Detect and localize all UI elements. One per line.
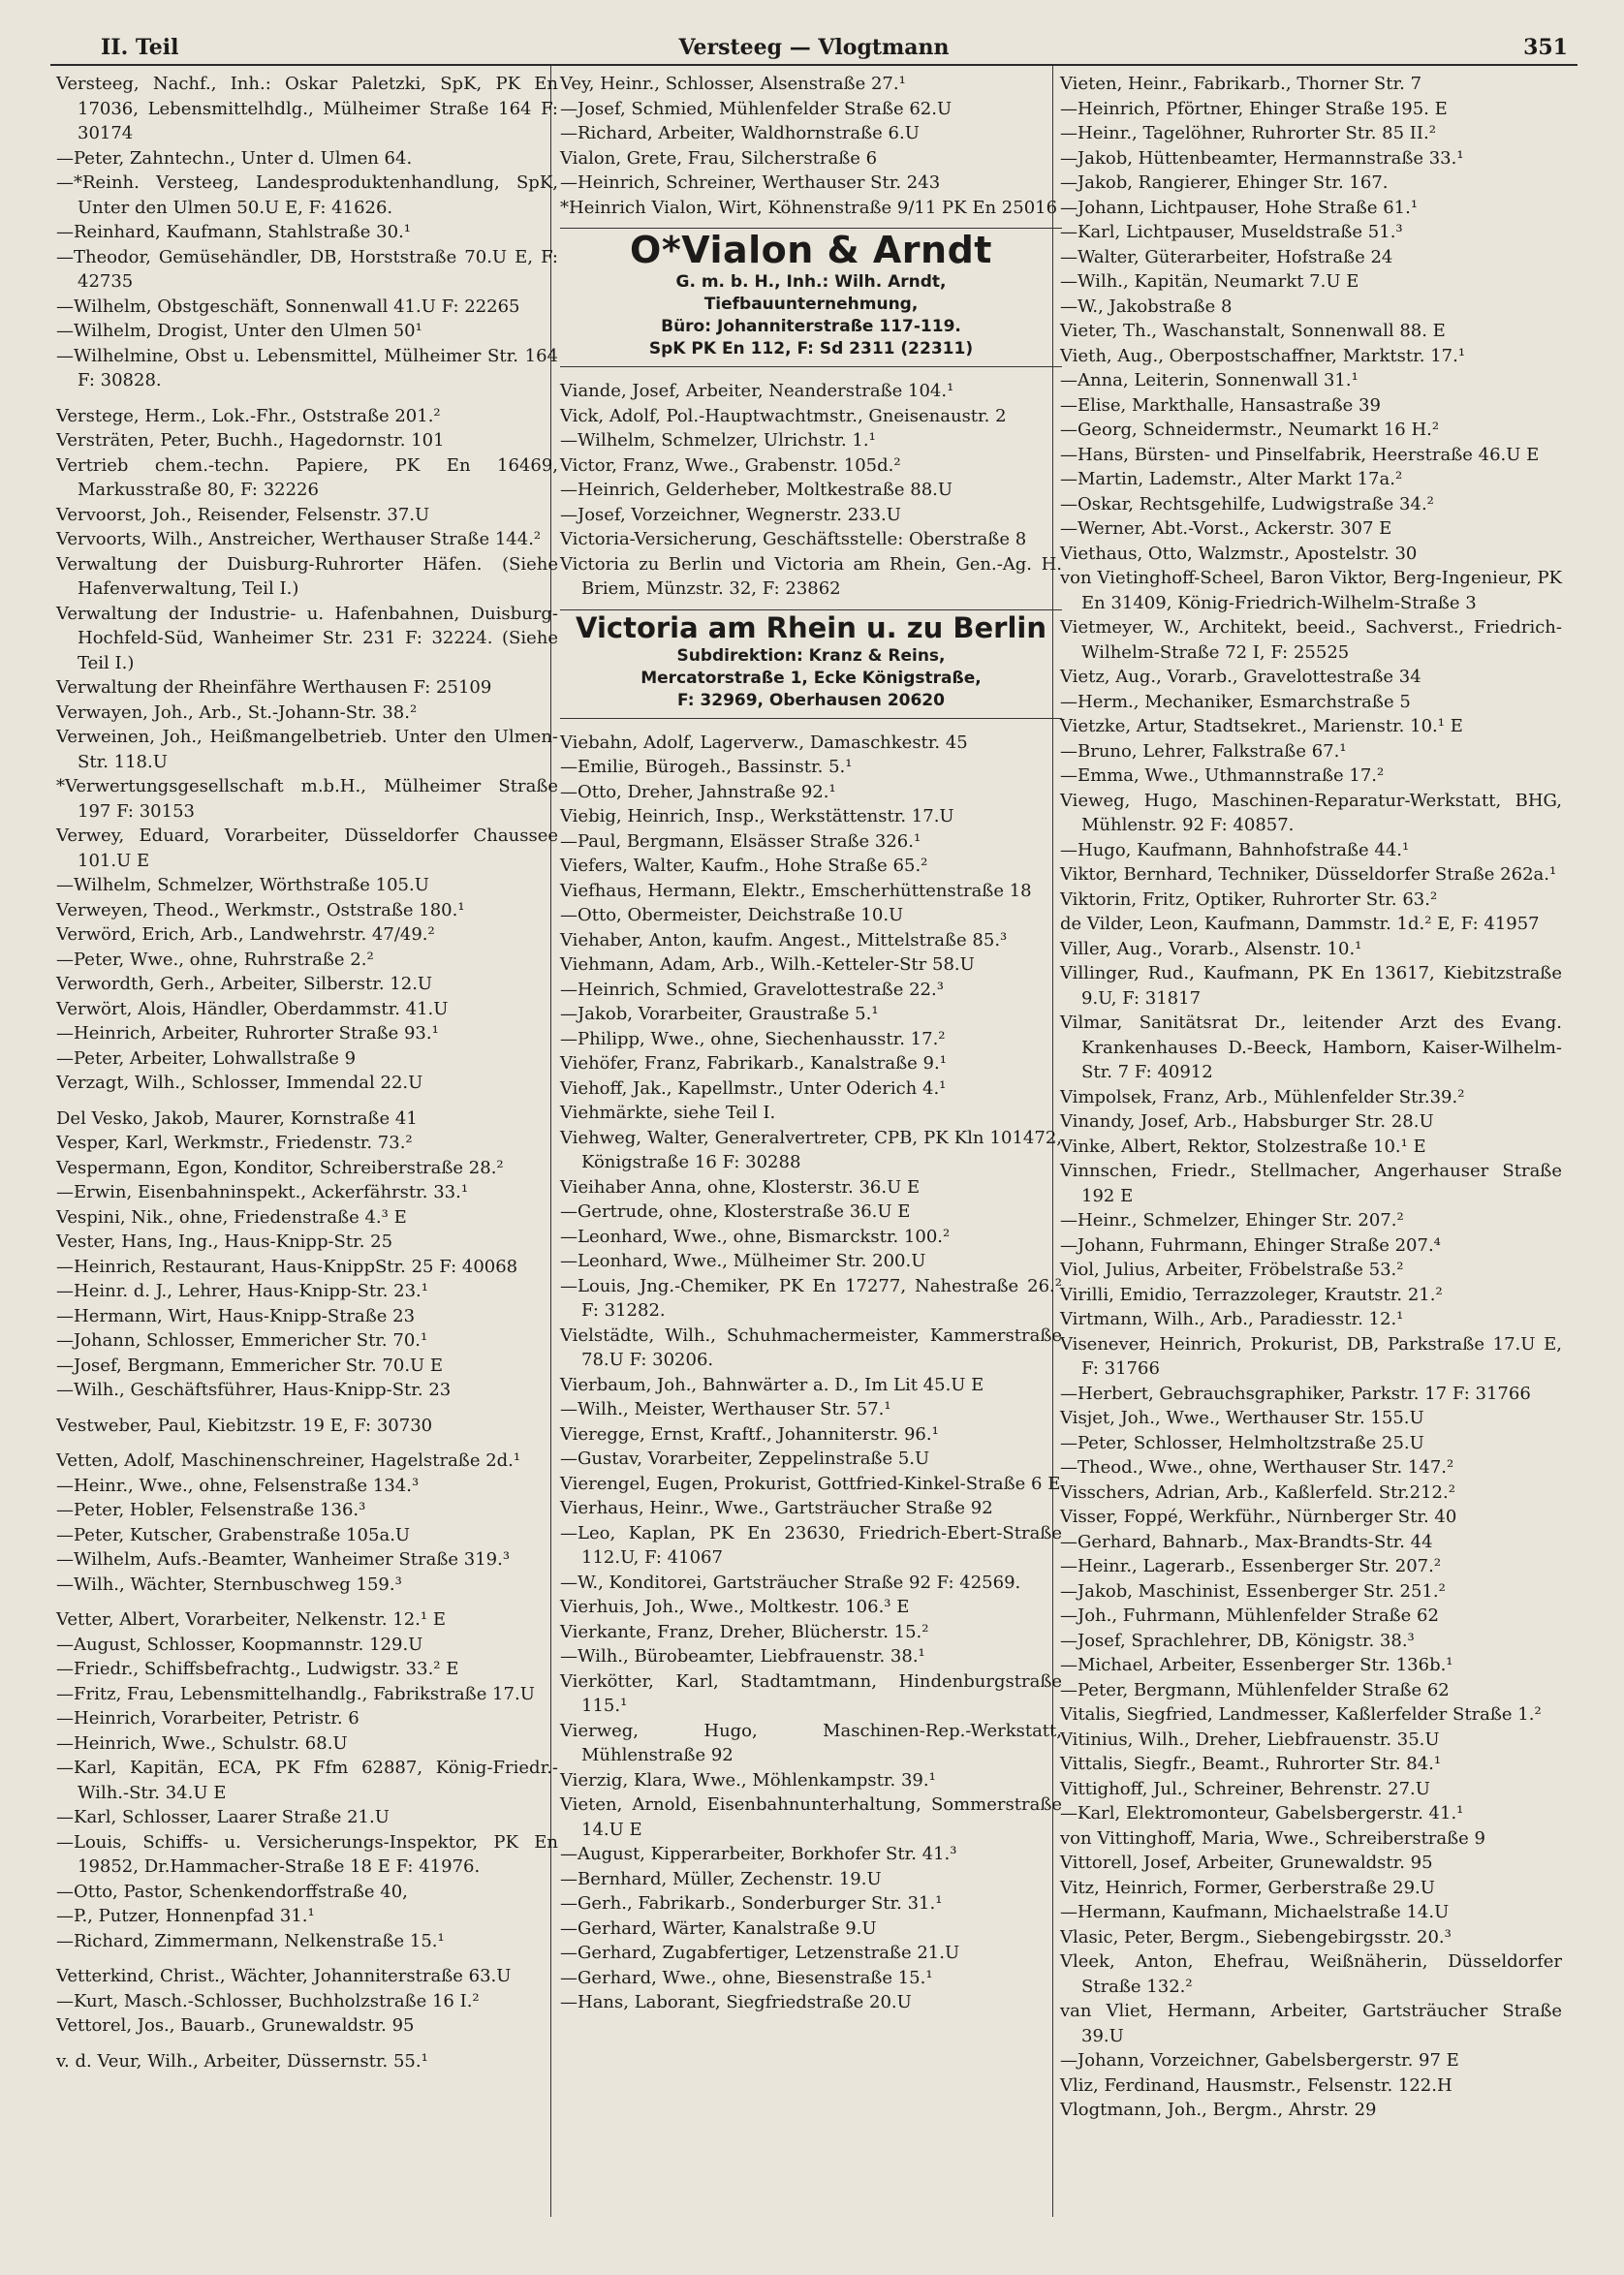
directory-entry: —Wilhelm, Schmelzer, Ulrichstr. 1.¹ bbox=[560, 430, 876, 451]
directory-entry: Verzagt, Wilh., Schlosser, Immendal 22.U bbox=[56, 1073, 423, 1093]
directory-entry: Verwey, Eduard, Vorarbeiter, Düsseldorfer Chaussee 101.U E bbox=[56, 826, 558, 871]
directory-entry: Vierbaum, Joh., Bahnwärter a. D., Im Lit 45.U E bbox=[560, 1374, 984, 1395]
directory-entry: —Wilh., Meister, Werthauser Str. 57.¹ bbox=[560, 1399, 891, 1419]
directory-entry: —Heinr., Schmelzer, Ehinger Str. 207.² bbox=[1060, 1210, 1404, 1231]
header-rule bbox=[50, 64, 1577, 66]
directory-entry: Victor, Franz, Wwe., Grabenstr. 105d.² bbox=[560, 454, 901, 476]
directory-entry: —Wilh., Bürobeamter, Liebfrauenstr. 38.¹ bbox=[560, 1646, 925, 1667]
directory-entry: —Peter, Zahntechn., Unter d. Ulmen 64. bbox=[56, 147, 413, 169]
directory-entry: Vierkötter, Karl, Stadtamtmann, Hindenburgstraße 115.¹ bbox=[560, 1670, 1062, 1716]
directory-entry: —Erwin, Eisenbahninspekt., Ackerfährstr. 33.¹ bbox=[56, 1182, 469, 1202]
directory-entry: —Peter, Bergmann, Mühlenfelder Straße 62 bbox=[1060, 1679, 1450, 1700]
directory-entry: —Philipp, Wwe., ohne, Siechenhausstr. 17.² bbox=[560, 1028, 946, 1049]
directory-entry: Viol, Julius, Arbeiter, Fröbelstraße 53.² bbox=[1060, 1260, 1404, 1280]
directory-entry: Viefhaus, Hermann, Elektr., Emscherhüttenstraße 18 bbox=[560, 880, 1032, 901]
directory-entry: Vielstädte, Wilh., Schuhmachermeister, Kammerstraße 78.U F: 30206. bbox=[560, 1324, 1062, 1370]
page-header bbox=[50, 29, 1577, 62]
directory-entry: —W., Konditorei, Gartsträucher Straße 92 F: 42569. bbox=[560, 1572, 1021, 1593]
directory-entry: von Vietinghoff-Scheel, Baron Viktor, Berg-Ingenieur, PK En 31409, König-Friedrich-Wilhelm-Straße 3 bbox=[1060, 568, 1562, 613]
ad-line: Büro: Johanniterstraße 117-119. bbox=[661, 317, 961, 336]
directory-entry: —Anna, Leiterin, Sonnenwall 31.¹ bbox=[1060, 370, 1359, 390]
directory-entry: Vieth, Aug., Oberpostschaffner, Marktstr. 17.¹ bbox=[1060, 345, 1466, 366]
directory-entry: —Peter, Arbeiter, Lohwallstraße 9 bbox=[56, 1047, 357, 1069]
directory-entry: Vettorel, Jos., Bauarb., Grunewaldstr. 95 bbox=[56, 2015, 415, 2036]
directory-entry: Vestweber, Paul, Kiebitzstr. 19 E, F: 30730 bbox=[56, 1415, 433, 1436]
directory-entry: —Heinrich, Restaurant, Haus-KnippStr. 25 F: 40068 bbox=[56, 1256, 518, 1277]
directory-entry: Visser, Foppé, Werkführ., Nürnberger Str. 40 bbox=[1060, 1507, 1457, 1527]
directory-entry: —Bruno, Lehrer, Falkstraße 67.¹ bbox=[1060, 740, 1347, 762]
directory-entry: Vervoorst, Joh., Reisender, Felsenstr. 37.U bbox=[56, 504, 430, 525]
directory-entry: Vesper, Karl, Werkmstr., Friedenstr. 73.² bbox=[56, 1133, 413, 1153]
directory-entry: Vieregge, Ernst, Kraftf., Johanniterstr. 96.¹ bbox=[560, 1423, 939, 1445]
directory-entry: Verwaltung der Rheinfähre Werthausen F: 25109 bbox=[56, 677, 492, 698]
directory-entry: —Peter, Kutscher, Grabenstraße 105a.U bbox=[56, 1524, 411, 1545]
directory-entry: Viktorin, Fritz, Optiker, Ruhrorter Str. 63.² bbox=[1060, 888, 1438, 910]
directory-entry: Vey, Heinr., Schlosser, Alsenstraße 27.¹ bbox=[560, 74, 906, 94]
directory-entry: Vittorell, Josef, Arbeiter, Grunewaldstr. 95 bbox=[1060, 1853, 1433, 1873]
column-2 bbox=[560, 72, 1062, 2015]
directory-entry: —Heinrich, Schreiner, Werthauser Str. 243 bbox=[560, 172, 941, 193]
directory-entry: —Otto, Obermeister, Deichstraße 10.U bbox=[560, 905, 904, 925]
directory-entry: —Hans, Bürsten- und Pinselfabrik, Heerstraße 46.U E bbox=[1060, 444, 1540, 465]
directory-entry: —Richard, Zimmermann, Nelkenstraße 15.¹ bbox=[56, 1930, 445, 1951]
directory-entry: Verwaltung der Duisburg-Ruhrorter Häfen. (Siehe Hafenverwaltung, Teil I.) bbox=[56, 553, 558, 599]
directory-entry: Viehöfer, Franz, Fabrikarb., Kanalstraße 9.¹ bbox=[560, 1053, 947, 1074]
directory-entry: Viethaus, Otto, Walzmstr., Apostelstr. 30 bbox=[1060, 543, 1418, 564]
directory-entry: Vimpolsek, Franz, Arb., Mühlenfelder Str.39.² bbox=[1060, 1086, 1465, 1107]
directory-entry: —Georg, Schneidermstr., Neumarkt 16 H.² bbox=[1060, 420, 1440, 440]
directory-entry: Verwayen, Joh., Arb., St.-Johann-Str. 38.² bbox=[56, 701, 418, 723]
directory-entry: —Hermann, Kaufmann, Michaelstraße 14.U bbox=[1060, 1902, 1450, 1922]
directory-entry: Vierzig, Klara, Wwe., Möhlenkampstr. 39.¹ bbox=[560, 1769, 936, 1791]
directory-entry: Viebahn, Adolf, Lagerverw., Damaschkestr. 45 bbox=[560, 732, 968, 753]
directory-entry: —Bernhard, Müller, Zechenstr. 19.U bbox=[560, 1868, 882, 1889]
directory-entry: —Josef, Bergmann, Emmericher Str. 70.U E bbox=[56, 1355, 444, 1376]
directory-entry: —Gustav, Vorarbeiter, Zeppelinstraße 5.U bbox=[560, 1449, 930, 1469]
directory-entry: —Gerhard, Zugabfertiger, Letzenstraße 21.U bbox=[560, 1943, 960, 1963]
directory-entry: Victoria-Versicherung, Geschäftsstelle: Oberstraße 8 bbox=[560, 529, 1027, 549]
directory-entry: —Josef, Vorzeichner, Wegnerstr. 233.U bbox=[560, 504, 901, 525]
directory-entry: Versteeg, Nachf., Inh.: Oskar Paletzki, SpK, PK En 17036, Lebensmittelhdlg., Mülheimer Straße 164 F: 30174 bbox=[56, 74, 558, 143]
directory-entry: —Peter, Schlosser, Helmholtzstraße 25.U bbox=[1060, 1432, 1424, 1453]
directory-entry: Virtmann, Wilh., Arb., Paradiesstr. 12.¹ bbox=[1060, 1309, 1404, 1329]
directory-entry: —Hans, Laborant, Siegfriedstraße 20.U bbox=[560, 1992, 912, 2012]
directory-entry: —Otto, Pastor, Schenkendorffstraße 40, bbox=[56, 1881, 408, 1902]
directory-entry: Villinger, Rud., Kaufmann, PK En 13617, Kiebitzstraße 9.U, F: 31817 bbox=[1060, 963, 1562, 1009]
ad-line: Mercatorstraße 1, Ecke Königstraße, bbox=[640, 668, 982, 688]
directory-entry: —August, Schlosser, Koopmannstr. 129.U bbox=[56, 1634, 423, 1655]
directory-entry: —Fritz, Frau, Lebensmittelhandlg., Fabrikstraße 17.U bbox=[56, 1683, 535, 1704]
directory-entry: —Hugo, Kaufmann, Bahnhofstraße 44.¹ bbox=[1060, 839, 1410, 860]
directory-entry: Vliz, Ferdinand, Hausmstr., Felsenstr. 122.H bbox=[1060, 2074, 1452, 2096]
directory-entry: Vleek, Anton, Ehefrau, Weißnäherin, Düsseldorfer Straße 132.² bbox=[1060, 1951, 1562, 1997]
directory-entry: —Wilhelmine, Obst u. Lebensmittel, Mülheimer Str. 164 F: 30828. bbox=[56, 345, 558, 390]
directory-entry: —Wilh., Wächter, Sternbuschweg 159.³ bbox=[56, 1574, 402, 1595]
directory-entry: Viehweg, Walter, Generalvertreter, CPB, PK Kln 101472, Königstraße 16 F: 30288 bbox=[560, 1127, 1062, 1172]
directory-entry: Verweyen, Theod., Werkmstr., Oststraße 180.¹ bbox=[56, 899, 465, 920]
directory-entry: Vitalis, Siegfried, Landmesser, Kaßlerfelder Straße 1.² bbox=[1060, 1704, 1542, 1725]
directory-entry: Vertrieb chem.-techn. Papiere, PK En 16469, Markusstraße 80, F: 32226 bbox=[56, 454, 558, 500]
column-1 bbox=[56, 72, 558, 2073]
directory-entry: —Wilh., Geschäftsführer, Haus-Knipp-Str. 23 bbox=[56, 1380, 452, 1400]
advertisement-vialon-arndt bbox=[560, 228, 1062, 367]
directory-entry: Vervoorts, Wilh., Anstreicher, Werthauser Straße 144.² bbox=[56, 529, 542, 549]
directory-entry: —Paul, Bergmann, Elsässer Straße 326.¹ bbox=[560, 830, 921, 852]
directory-entry: —Peter, Wwe., ohne, Ruhrstraße 2.² bbox=[56, 949, 374, 970]
directory-entry: Vittighoff, Jul., Schreiner, Behrenstr. 27.U bbox=[1060, 1778, 1430, 1799]
directory-entry: Vetten, Adolf, Maschinenschreiner, Hagelstraße 2d.¹ bbox=[56, 1450, 521, 1471]
directory-entry: —Heinr., Lagerarb., Essenberger Str. 207.² bbox=[1060, 1556, 1442, 1576]
directory-entry: —Elise, Markthalle, Hansastraße 39 bbox=[1060, 394, 1381, 416]
directory-entry: Verstege, Herm., Lok.-Fhr., Oststraße 201.² bbox=[56, 405, 441, 426]
ad-rule bbox=[560, 366, 1062, 367]
directory-entry: Vilmar, Sanitätsrat Dr., leitender Arzt des Evang. Krankenhauses D.-Beeck, Hamborn, Kaiser-Wilhelm-Str. 7 F: 40912 bbox=[1060, 1013, 1562, 1082]
directory-entry: —Hermann, Wirt, Haus-Knipp-Straße 23 bbox=[56, 1305, 416, 1326]
directory-entry: Viefers, Walter, Kaufm., Hohe Straße 65.² bbox=[560, 856, 928, 876]
ad-line: Tiefbauunternehmung, bbox=[703, 295, 919, 314]
directory-entry: Virilli, Emidio, Terrazzoleger, Krautstr. 21.² bbox=[1060, 1284, 1443, 1305]
directory-entry: Viehoff, Jak., Kapellmstr., Unter Oderich 4.¹ bbox=[560, 1077, 947, 1099]
directory-entry: Visenever, Heinrich, Prokurist, DB, Parkstraße 17.U E, F: 31766 bbox=[1060, 1333, 1562, 1379]
directory-entry: Vester, Hans, Ing., Haus-Knipp-Str. 25 bbox=[56, 1231, 393, 1252]
directory-entry: Vinnschen, Friedr., Stellmacher, Angerhauser Straße 192 E bbox=[1060, 1161, 1562, 1206]
ad-rule bbox=[560, 718, 1062, 719]
directory-entry: Viehaber, Anton, kaufm. Angest., Mittelstraße 85.³ bbox=[560, 929, 1008, 951]
directory-entry: —Gerhard, Bahnarb., Max-Brandts-Str. 44 bbox=[1060, 1531, 1433, 1552]
directory-entry: Vespermann, Egon, Konditor, Schreiberstraße 28.² bbox=[56, 1157, 504, 1178]
directory-entry: —W., Jakobstraße 8 bbox=[1060, 296, 1233, 317]
ad-line: F: 32969, Oberhausen 20620 bbox=[677, 690, 945, 710]
directory-entry: —P., Putzer, Honnenpfad 31.¹ bbox=[56, 1906, 315, 1926]
directory-entry: —*Reinh. Versteeg, Landesproduktenhandlung, SpK, Unter den Ulmen 50.U E, F: 41626. bbox=[56, 172, 558, 218]
directory-entry: —Heinrich, Schmied, Gravelottestraße 22.³ bbox=[560, 979, 944, 1000]
directory-entry: —Wilhelm, Obstgeschäft, Sonnenwall 41.U F: 22265 bbox=[56, 296, 520, 317]
directory-entry: Vlasic, Peter, Bergm., Siebengebirgsstr. 20.³ bbox=[1060, 1926, 1452, 1948]
directory-entry: —Johann, Fuhrmann, Ehinger Straße 207.⁴ bbox=[1060, 1234, 1441, 1256]
directory-entry: Vierhuis, Joh., Wwe., Moltkestr. 106.³ E bbox=[560, 1597, 910, 1617]
directory-entry: —Herbert, Gebrauchsgraphiker, Parkstr. 17 F: 31766 bbox=[1060, 1383, 1531, 1404]
directory-entry: —Heinrich, Arbeiter, Ruhrorter Straße 93.¹ bbox=[56, 1023, 439, 1044]
directory-entry: Versträten, Peter, Buchh., Hagedornstr. 101 bbox=[56, 430, 445, 451]
directory-entry: —Josef, Schmied, Mühlenfelder Straße 62.U bbox=[560, 98, 953, 119]
directory-entry: Vick, Adolf, Pol.-Hauptwachtmstr., Gneisenaustr. 2 bbox=[560, 405, 1007, 426]
directory-entry: —Heinrich, Pförtner, Ehinger Straße 195. E bbox=[1060, 98, 1448, 119]
ad-title: O*Vialon & Arndt bbox=[630, 229, 992, 271]
directory-entry: —Wilh., Kapitän, Neumarkt 7.U E bbox=[1060, 271, 1359, 292]
directory-entry: Vietzke, Artur, Stadtsekret., Marienstr. 10.¹ E bbox=[1060, 716, 1463, 736]
directory-entry: —Walter, Güterarbeiter, Hofstraße 24 bbox=[1060, 246, 1393, 267]
directory-entry: Victoria zu Berlin und Victoria am Rhein, Gen.-Ag. H. Briem, Münzstr. 32, F: 23862 bbox=[560, 553, 1062, 599]
directory-entry: Vietz, Aug., Vorarb., Gravelottestraße 34 bbox=[1060, 667, 1421, 687]
directory-entry: —Jakob, Hüttenbeamter, Hermannstraße 33.¹ bbox=[1060, 147, 1464, 169]
directory-entry: —Joh., Fuhrmann, Mühlenfelder Straße 62 bbox=[1060, 1605, 1439, 1626]
directory-entry: —Richard, Arbeiter, Waldhornstraße 6.U bbox=[560, 123, 920, 143]
directory-entry: Viehmärkte, siehe Teil I. bbox=[560, 1103, 776, 1123]
directory-entry: —Heinrich, Vorarbeiter, Petristr. 6 bbox=[56, 1708, 359, 1729]
directory-entry: —Karl, Schlosser, Laarer Straße 21.U bbox=[56, 1807, 390, 1827]
directory-entry: —Friedr., Schiffsbefrachtg., Ludwigstr. 33.² E bbox=[56, 1659, 459, 1679]
directory-entry: Vlogtmann, Joh., Bergm., Ahrstr. 29 bbox=[1060, 2100, 1377, 2120]
directory-entry: Vieihaber Anna, ohne, Klosterstr. 36.U E bbox=[560, 1176, 921, 1198]
directory-entry: Visjet, Joh., Wwe., Werthauser Str. 155.U bbox=[1060, 1408, 1424, 1428]
directory-entry: —Heinrich, Wwe., Schulstr. 68.U bbox=[56, 1732, 348, 1754]
directory-entry: —Michael, Arbeiter, Essenberger Str. 136b.¹ bbox=[1060, 1655, 1453, 1675]
directory-entry: Verwordth, Gerh., Arbeiter, Silberstr. 12.U bbox=[56, 974, 433, 994]
directory-entry: —Heinr., Wwe., ohne, Felsenstraße 134.³ bbox=[56, 1475, 420, 1496]
directory-entry: Vierengel, Eugen, Prokurist, Gottfried-Kinkel-Straße 6 E bbox=[560, 1473, 1061, 1494]
directory-entry: —Jakob, Rangierer, Ehinger Str. 167. bbox=[1060, 172, 1389, 193]
directory-entry: —Louis, Jng.-Chemiker, PK En 17277, Nahestraße 26.² F: 31282. bbox=[560, 1275, 1062, 1321]
directory-entry: —Leonhard, Wwe., Mülheimer Str. 200.U bbox=[560, 1251, 926, 1271]
directory-entry: Viehmann, Adam, Arb., Wilh.-Ketteler-Str 58.U bbox=[560, 954, 975, 975]
directory-entry: —Karl, Lichtpauser, Museldstraße 51.³ bbox=[1060, 222, 1403, 242]
directory-entry: —Jakob, Vorarbeiter, Graustraße 5.¹ bbox=[560, 1004, 879, 1024]
directory-entry: —Leonhard, Wwe., ohne, Bismarckstr. 100.² bbox=[560, 1226, 951, 1247]
directory-entry: Vieten, Arnold, Eisenbahnunterhaltung, Sommerstraße 14.U E bbox=[560, 1794, 1062, 1840]
directory-entry: —Karl, Elektromonteur, Gabelsbergerstr. 41.¹ bbox=[1060, 1803, 1464, 1823]
directory-entry: —Martin, Lademstr., Alter Markt 17a.² bbox=[1060, 469, 1403, 489]
directory-entry: de Vilder, Leon, Kaufmann, Dammstr. 1d.² E, F: 41957 bbox=[1060, 914, 1540, 934]
directory-entry: —Leo, Kaplan, PK En 23630, Friedrich-Ebert-Straße 112.U, F: 41067 bbox=[560, 1522, 1062, 1568]
directory-entry: v. d. Veur, Wilh., Arbeiter, Düssernstr. 55.¹ bbox=[56, 2050, 428, 2072]
directory-entry: Vittalis, Siegfr., Beamt., Ruhrorter Str. 84.¹ bbox=[1060, 1754, 1442, 1774]
directory-entry: Verwörd, Erich, Arb., Landwehrstr. 47/49.² bbox=[56, 924, 435, 945]
directory-entry: —Emilie, Bürogeh., Bassinstr. 5.¹ bbox=[560, 757, 853, 777]
directory-entry: —Werner, Abt.-Vorst., Ackerstr. 307 E bbox=[1060, 518, 1392, 539]
directory-entry: Verwaltung der Industrie- u. Hafenbahnen, Duisburg-Hochfeld-Süd, Wanheimer Str. 231 F: 32224. (Siehe Teil I.) bbox=[56, 603, 558, 673]
directory-entry: —Reinhard, Kaufmann, Stahlstraße 30.¹ bbox=[56, 222, 412, 242]
column-3 bbox=[1060, 72, 1562, 2123]
directory-entry: —Emma, Wwe., Uthmannstraße 17.² bbox=[1060, 765, 1385, 786]
directory-entry: Vinke, Albert, Rektor, Stolzestraße 10.¹ E bbox=[1060, 1136, 1426, 1157]
directory-entry: Viktor, Bernhard, Techniker, Düsseldorfer Straße 262a.¹ bbox=[1060, 864, 1557, 885]
directory-entry: —Jakob, Maschinist, Essenberger Str. 251.² bbox=[1060, 1580, 1446, 1602]
directory-entry: —Johann, Lichtpauser, Hohe Straße 61.¹ bbox=[1060, 197, 1419, 218]
directory-entry: Vespini, Nik., ohne, Friedenstraße 4.³ E bbox=[56, 1206, 407, 1228]
directory-entry: von Vittinghoff, Maria, Wwe., Schreiberstraße 9 bbox=[1060, 1827, 1485, 1849]
directory-entry: *Heinrich Vialon, Wirt, Köhnenstraße 9/11 PK En 25016 bbox=[560, 197, 1058, 218]
directory-entry: Visschers, Adrian, Arb., Kaßlerfeld. Str.212.² bbox=[1060, 1481, 1455, 1503]
directory-entry: Vetterkind, Christ., Wächter, Johanniterstraße 63.U bbox=[56, 1966, 512, 1986]
directory-entry: *Verwertungsgesellschaft m.b.H., Mülheimer Straße 197 F: 30153 bbox=[56, 776, 558, 822]
directory-entry: van Vliet, Hermann, Arbeiter, Gartsträucher Straße 39.U bbox=[1060, 2001, 1562, 2046]
directory-entry: —Wilhelm, Aufs.-Beamter, Wanheimer Straße 319.³ bbox=[56, 1549, 511, 1570]
directory-entry: Vieter, Th., Waschanstalt, Sonnenwall 88. E bbox=[1060, 321, 1446, 341]
advertisement-victoria bbox=[560, 609, 1062, 719]
directory-entry: Verwört, Alois, Händler, Oberdammstr. 41.U bbox=[56, 998, 449, 1019]
directory-entry: —Herm., Mechaniker, Esmarchstraße 5 bbox=[1060, 691, 1411, 712]
directory-entry: —Heinrich, Gelderheber, Moltkestraße 88.U bbox=[560, 480, 953, 500]
directory-entry: Vialon, Grete, Frau, Silcherstraße 6 bbox=[560, 147, 878, 169]
directory-entry: —Johann, Schlosser, Emmericher Str. 70.¹ bbox=[56, 1330, 428, 1351]
directory-entry: Vetter, Albert, Vorarbeiter, Nelkenstr. 12.¹ E bbox=[56, 1609, 446, 1630]
directory-entry: —Otto, Dreher, Jahnstraße 92.¹ bbox=[560, 781, 836, 802]
ad-line: SpK PK En 112, F: Sd 2311 (22311) bbox=[648, 339, 974, 358]
directory-entry: —Johann, Vorzeichner, Gabelsbergerstr. 97 E bbox=[1060, 2050, 1459, 2071]
directory-entry: —Karl, Kapitän, ECA, PK Ffm 62887, König-Friedr.-Wilh.-Str. 34.U E bbox=[56, 1758, 558, 1803]
directory-entry: —Gerhard, Wwe., ohne, Biesenstraße 15.¹ bbox=[560, 1967, 933, 1988]
ad-title: Victoria am Rhein u. zu Berlin bbox=[576, 610, 1046, 644]
directory-entry: —Theod., Wwe., ohne, Werthauser Str. 147.² bbox=[1060, 1457, 1454, 1478]
directory-entry: —Josef, Sprachlehrer, DB, Königstr. 38.³ bbox=[1060, 1630, 1415, 1651]
directory-entry: Vinandy, Josef, Arb., Habsburger Str. 28.U bbox=[1060, 1111, 1434, 1132]
name-range: Versteeg — Vlogtmann bbox=[678, 35, 950, 60]
directory-entry: —Gerhard, Wärter, Kanalstraße 9.U bbox=[560, 1917, 877, 1939]
directory-entry: Viebig, Heinrich, Insp., Werkstättenstr. 17.U bbox=[560, 806, 954, 826]
directory-entry: Vierkante, Franz, Dreher, Blücherstr. 15.² bbox=[560, 1621, 929, 1642]
directory-entry: —Gertrude, ohne, Klosterstraße 36.U E bbox=[560, 1201, 911, 1222]
directory-entry: —Heinr. d. J., Lehrer, Haus-Knipp-Str. 23.¹ bbox=[56, 1281, 428, 1301]
directory-entry: Del Vesko, Jakob, Maurer, Kornstraße 41 bbox=[56, 1107, 418, 1129]
directory-entry: Vitz, Heinrich, Former, Gerberstraße 29.U bbox=[1060, 1877, 1435, 1898]
part-label: II. Teil bbox=[101, 35, 179, 60]
directory-entry: —Oskar, Rechtsgehilfe, Ludwigstraße 34.² bbox=[1060, 493, 1434, 514]
ad-line: Subdirektion: Kranz & Reins, bbox=[676, 645, 946, 666]
directory-entry: —Wilhelm, Schmelzer, Wörthstraße 105.U bbox=[56, 875, 429, 895]
directory-entry: Vieweg, Hugo, Maschinen-Reparatur-Werkstatt, BHG, Mühlenstr. 92 F: 40857. bbox=[1060, 790, 1562, 835]
directory-entry: Vitinius, Wilh., Dreher, Liebfrauenstr. 35.U bbox=[1060, 1729, 1440, 1750]
directory-entry: —Louis, Schiffs- u. Versicherungs-Inspektor, PK En 19852, Dr.Hammacher-Straße 18 E F: 41976. bbox=[56, 1831, 558, 1877]
directory-entry: —Kurt, Masch.-Schlosser, Buchholzstraße 16 I.² bbox=[56, 1990, 480, 2011]
directory-entry: Verweinen, Joh., Heißmangelbetrieb. Unter den Ulmen-Str. 118.U bbox=[56, 727, 558, 772]
directory-entry: Vieten, Heinr., Fabrikarb., Thorner Str. 7 bbox=[1060, 74, 1422, 94]
directory-entry: —Peter, Hobler, Felsenstraße 136.³ bbox=[56, 1500, 366, 1520]
directory-entry: Vietmeyer, W., Architekt, beeid., Sachverst., Friedrich-Wilhelm-Straße 72 I, F: 25525 bbox=[1060, 617, 1562, 663]
ad-line: G. m. b. H., Inh.: Wilh. Arndt, bbox=[675, 272, 947, 292]
directory-entry: Viande, Josef, Arbeiter, Neanderstraße 104.¹ bbox=[560, 381, 954, 401]
directory-entry: —Wilhelm, Drogist, Unter den Ulmen 50¹ bbox=[56, 321, 422, 341]
directory-entry: Vierhaus, Heinr., Wwe., Gartsträucher Straße 92 bbox=[560, 1498, 993, 1518]
directory-entry: —Heinr., Tagelöhner, Ruhrorter Str. 85 II.² bbox=[1060, 123, 1436, 143]
directory-entry: Viller, Aug., Vorarb., Alsenstr. 10.¹ bbox=[1060, 938, 1362, 959]
directory-entry: Vierweg, Hugo, Maschinen-Rep.-Werkstatt, Mühlenstraße 92 bbox=[560, 1720, 1062, 1765]
page-number: 351 bbox=[1523, 35, 1568, 60]
directory-entry: —August, Kipperarbeiter, Borkhofer Str. 41.³ bbox=[560, 1844, 957, 1864]
directory-entry: —Theodor, Gemüsehändler, DB, Horststraße 70.U E, F: 42735 bbox=[56, 246, 558, 292]
directory-entry: —Gerh., Fabrikarb., Sonderburger Str. 31.¹ bbox=[560, 1893, 943, 1914]
